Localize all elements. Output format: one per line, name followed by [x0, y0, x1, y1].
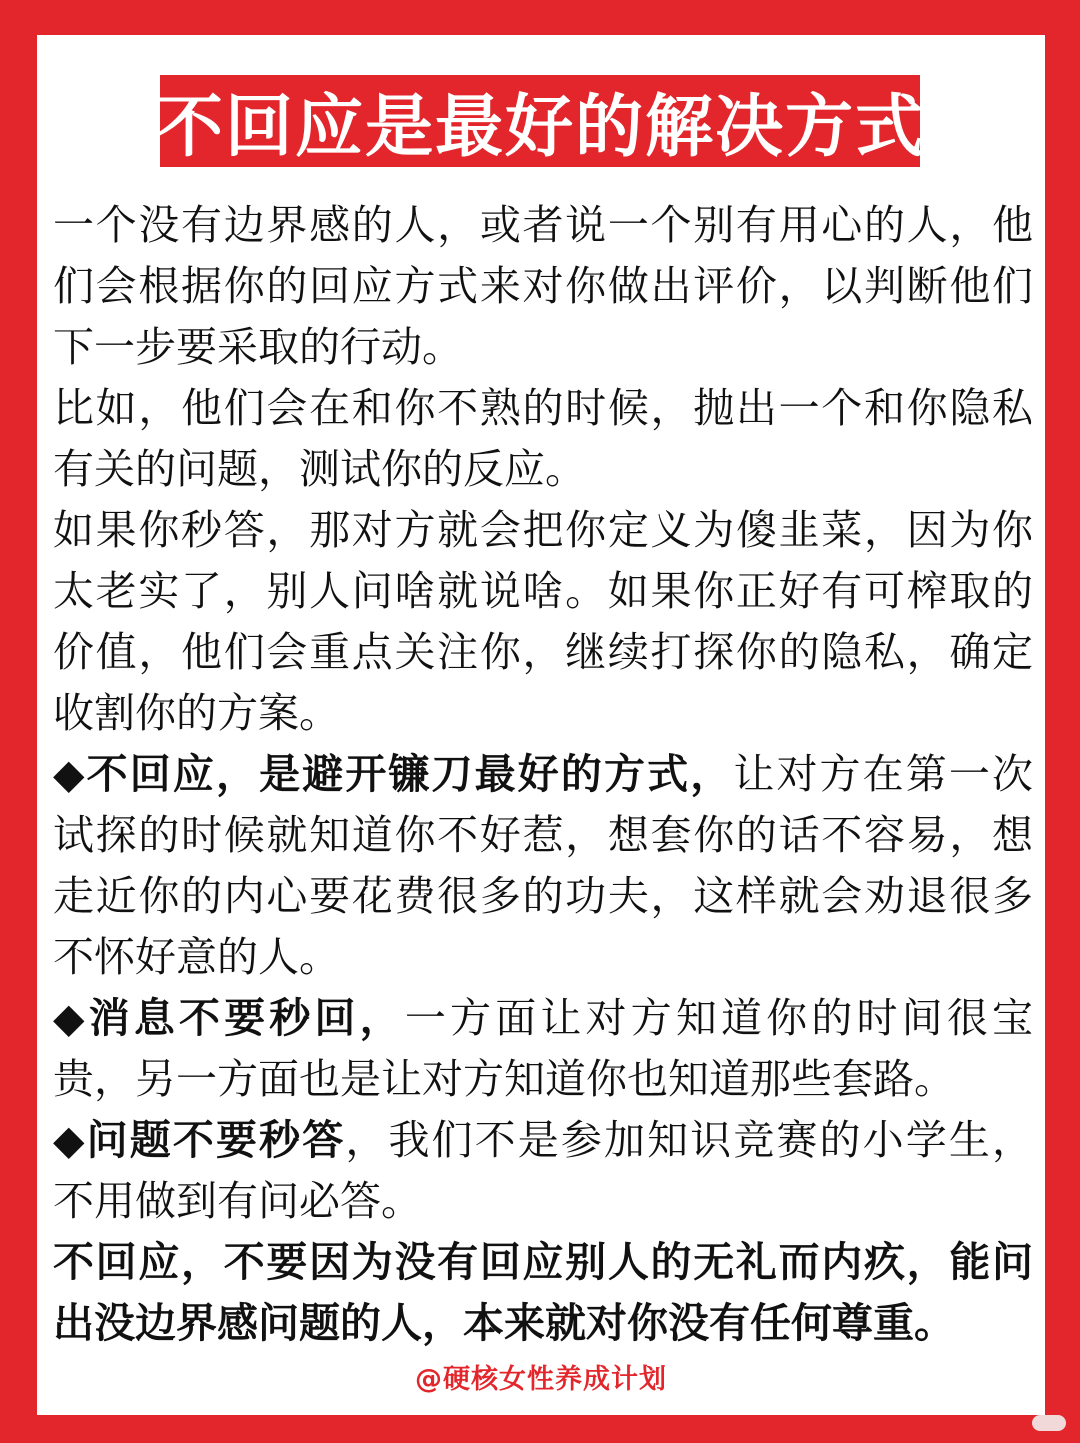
paragraph-line: 下一步要采取的行动。 — [53, 323, 463, 371]
paragraph-line: 试探的时候就知道你不好惹，想套你的话不容易，想 — [53, 811, 1033, 859]
paragraph-line: 不用做到有问必答。 — [53, 1177, 422, 1225]
watermark-logo — [1032, 1415, 1066, 1431]
paragraph-line: 价值，他们会重点关注你，继续打探你的隐私，确定 — [53, 628, 1033, 676]
paragraph-line: 有关的问题，测试你的反应。 — [53, 445, 586, 493]
page-title: 不回应是最好的解决方式 — [155, 87, 926, 167]
paragraph-line: 如果你秒答，那对方就会把你定义为傻韭菜，因为你 — [53, 506, 1033, 554]
tip-line — [53, 988, 1033, 1049]
tip-line — [53, 744, 1033, 805]
conclusion-line: 出没边界感问题的人，本来就对你没有任何尊重。 — [53, 1299, 955, 1347]
author-handle: @硬核女性养成计划 — [415, 1364, 667, 1395]
tip-heading: ◆消息不要秒回， — [53, 994, 405, 1042]
tip-text: 让对方在第一次 — [733, 750, 1034, 798]
paragraph-line: 比如，他们会在和你不熟的时候，抛出一个和你隐私 — [53, 384, 1033, 432]
content-card — [37, 35, 1045, 1415]
tip-heading: ◆不回应，是避开镰刀最好的方式， — [53, 750, 734, 798]
paragraph-line: 不怀好意的人。 — [53, 933, 340, 981]
tip-text: ，我们不是参加知识竞赛的小学生， — [345, 1116, 1034, 1164]
tip-heading: ◆问题不要秒答 — [53, 1116, 346, 1164]
article-body — [53, 195, 1033, 1354]
conclusion-line: 不回应，不要因为没有回应别人的无礼而内疚，能问 — [53, 1238, 1033, 1286]
paragraph-line: 们会根据你的回应方式来对你做出评价，以判断他们 — [53, 262, 1033, 310]
title-banner — [155, 75, 926, 167]
paragraph-line: 一个没有边界感的人，或者说一个别有用心的人，他 — [53, 201, 1033, 249]
paragraph-line: 贵，另一方面也是让对方知道你也知道那些套路。 — [53, 1055, 955, 1103]
tip-text: 一方面让对方知道你的时间很宝 — [404, 994, 1034, 1042]
paragraph-line: 太老实了，别人问啥就说啥。如果你正好有可榨取的 — [53, 567, 1033, 615]
paragraph-line: 走近你的内心要花费很多的功夫，这样就会劝退很多 — [53, 872, 1033, 920]
paragraph-line: 收割你的方案。 — [53, 689, 340, 737]
tip-line — [53, 1110, 1033, 1171]
